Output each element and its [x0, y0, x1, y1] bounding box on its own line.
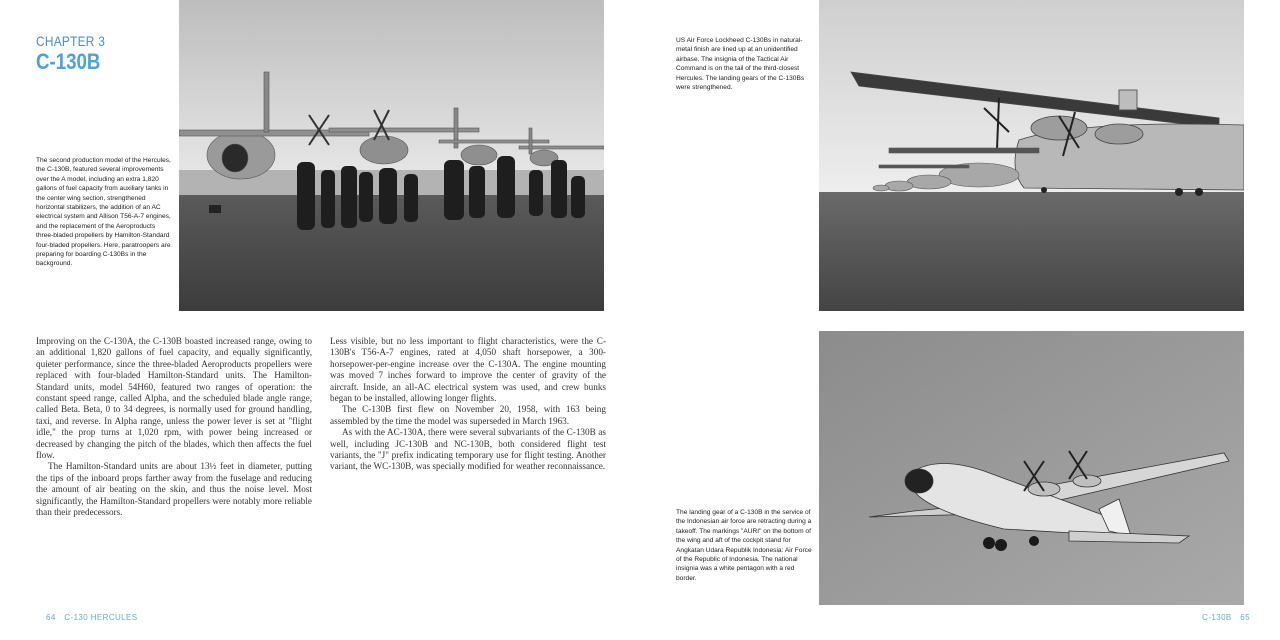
body-paragraph: The C-130B first flew on November 20, 1958, with 163 being assembled by the time the model was superseded in March 1963.	[330, 404, 606, 426]
photo-c130b-takeoff	[819, 331, 1244, 605]
body-paragraph: The Hamilton-Standard units are about 13½ feet in diameter, putting the tips of the inboard props farther away from the fuselage and reducing the amount of air beating on the skin, and thus the noise level. Most significantly, the Hamilton-Standard propellers were notably more reliable than their predecessors.	[36, 461, 312, 518]
page-number: 64	[46, 613, 56, 622]
photo-c130b-lineup	[819, 0, 1244, 311]
footer-left	[40, 613, 138, 622]
footer-right	[1202, 613, 1256, 622]
photo-caption-lineup: US Air Force Lockheed C-130Bs in natural-metal finish are lined up at an unidentified airbase. The insignia of the Tactical Air Command is on the tail of the third-closest Hercules. The landing gears of the C-130Bs were strengthened.	[676, 37, 805, 92]
right-page	[640, 0, 1280, 640]
body-column-2	[330, 336, 606, 473]
page-number: 65	[1240, 613, 1250, 622]
chapter-title: C-130B	[36, 49, 101, 74]
body-paragraph: Less visible, but no less important to flight characteristics, were the C-130B's T56-A-7 engines, rated at 4,050 shaft horsepower, a 300-horsepower-per-engine increase over the C-130A. The engine mounting was moved 7 inches forward to improve the center of gravity of the aircraft. Inside, an all-AC electrical system was used, and crew bunks began to be installed, allowing longer flights.	[330, 336, 606, 404]
photo-paratroopers-c130b	[179, 0, 604, 311]
running-title: C-130B	[1202, 613, 1232, 622]
chapter-label: CHAPTER 3	[36, 33, 106, 49]
body-paragraph: Improving on the C-130A, the C-130B boasted increased range, owing to an additional 1,820 gallons of fuel capacity, and equally significantly, quieter performance, since the three-bladed Aeroproducts propellers were replaced with four-bladed Hamilton-Standard units. The Hamilton-Standard units, model 54H60, featured two ranges of operation: the constant speed range, called Alpha, and the scheduled blade angle range, called Beta. Beta, 0 to 34 degrees, is normally used for ground handling, taxi, and reverse. In Alpha range, unless the power lever is set at "flight idle," the prop turns at 1,020 rpm, with power being increased or decreased by changing the pitch of the blades, which then affects the fuel flow.	[36, 336, 312, 461]
photo-caption-paratroopers: The second production model of the Hercules, the C-130B, featured several improvements over the A model, including an extra 1,820 gallons of fuel capacity from auxiliary tanks in the center wing section, strengthened horizontal stabilizers, the addition of an AC electrical system and Allison T56-A-7 engines, and the replacement of the Aeroproducts three-bladed propellers by Hamilton-Standard four-bladed propellers. Here, paratroopers are preparing for boarding C-130Bs in the background.	[36, 157, 171, 268]
body-column-1	[36, 336, 312, 519]
running-title: C-130 HERCULES	[64, 613, 138, 622]
body-paragraph: As with the AC-130A, there were several subvariants of the C-130B as well, including JC-130B and NC-130B, both considered flight test variants, the "J" prefix indicating temporary use for flight testing. Another variant, the WC-130B, was specially modified for weather reconnaissance.	[330, 427, 606, 472]
photo-caption-takeoff: The landing gear of a C-130B in the service of the Indonesian air force are retracting during a takeoff. The markings "AURI" on the bottom of the wing and aft of the cockpit stand for Angkatan Udara Republik Indonesia: Air Force of the Republic of Indonesia. The national insignia was a white pentagon with a red border.	[676, 509, 812, 582]
